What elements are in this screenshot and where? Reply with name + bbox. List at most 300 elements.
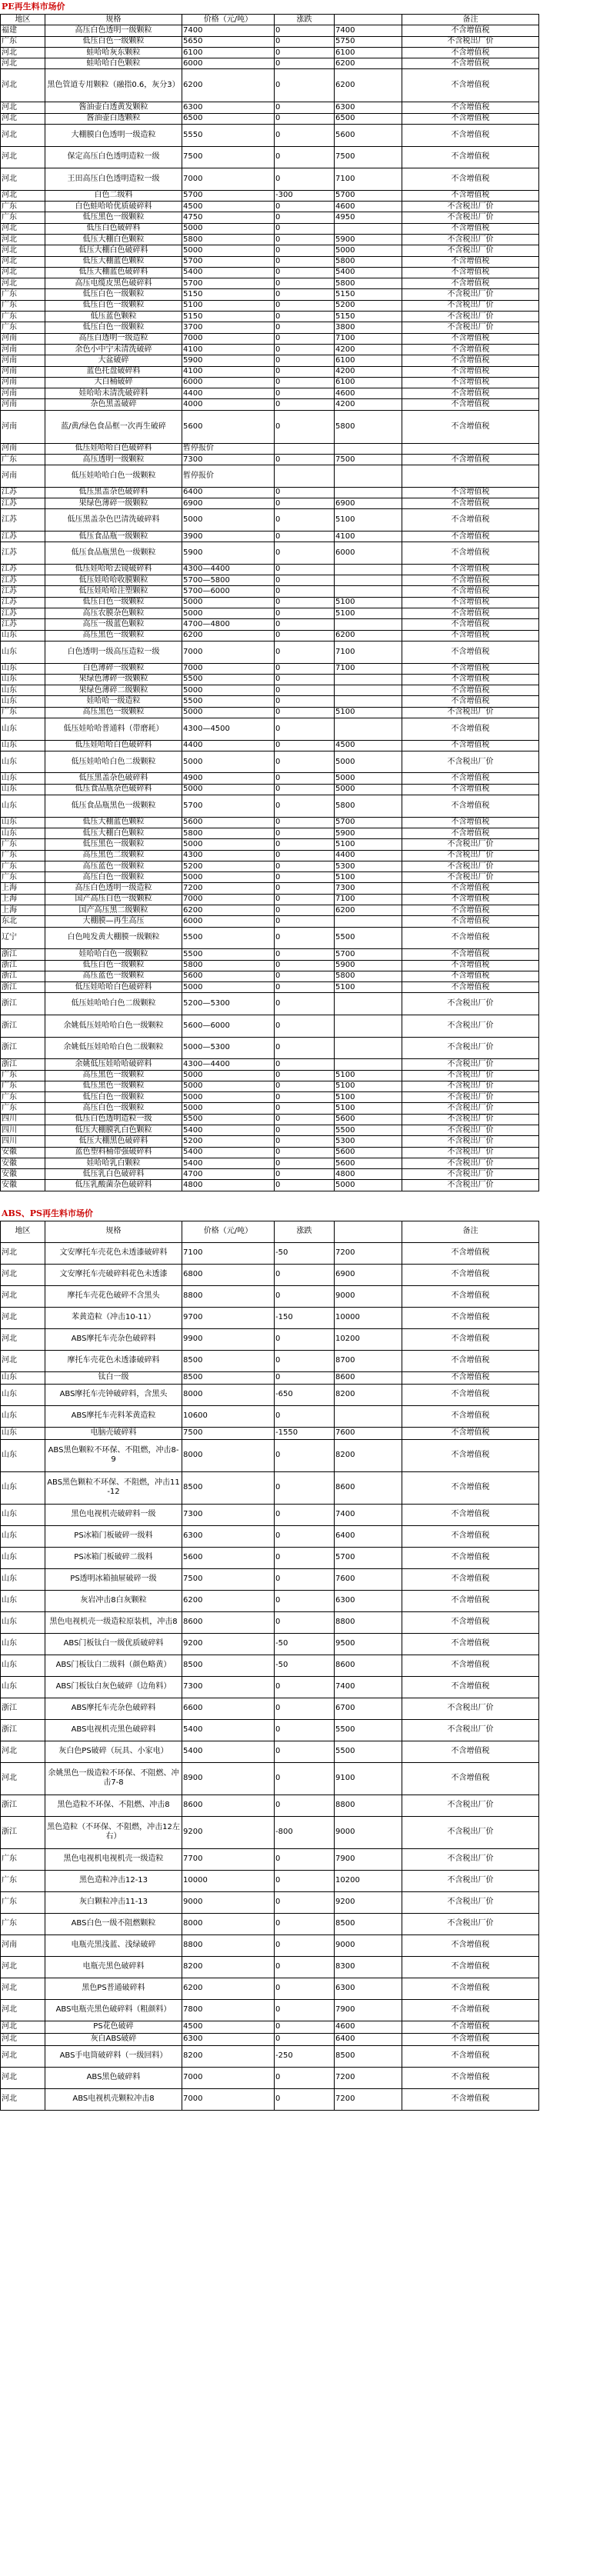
table-row	[1, 58, 539, 69]
prev-price-cell: 5100	[335, 608, 402, 619]
note-cell: 不含税出厂价	[402, 1795, 539, 1816]
region-cell: 河南	[1, 388, 45, 399]
table-row	[1, 47, 539, 58]
price-cell: 7500	[182, 1427, 275, 1439]
price-cell: 6500	[182, 113, 275, 124]
price-cell: 6400	[182, 487, 275, 498]
change-cell: 0	[275, 1136, 335, 1147]
region-cell: 河北	[1, 1307, 45, 1328]
prev-price-cell: 3800	[335, 322, 402, 333]
prev-price-cell: 5900	[335, 960, 402, 971]
spec-cell: 高压黑色二级颗粒	[45, 850, 182, 861]
region-cell: 安徽	[1, 1169, 45, 1180]
prev-price-cell: 8200	[335, 1384, 402, 1405]
prev-price-cell: 5500	[335, 1125, 402, 1135]
price-cell: 5700	[182, 795, 275, 818]
region-cell: 河北	[1, 2088, 45, 2110]
price-cell: 5000	[182, 784, 275, 795]
price-cell: 5400	[182, 1125, 275, 1135]
note-cell: 不含增值税	[402, 674, 539, 685]
change-cell: -150	[275, 1307, 335, 1328]
prev-price-cell: 5800	[335, 971, 402, 981]
table-row	[1, 454, 539, 465]
prev-price-cell: 7400	[335, 1676, 402, 1698]
table-row	[1, 36, 539, 47]
region-cell: 河北	[1, 1978, 45, 1999]
spec-cell: 高压白色一级颗粒	[45, 872, 182, 883]
region-cell: 河北	[1, 1741, 45, 1762]
change-cell: 0	[275, 333, 335, 344]
change-cell: 0	[275, 971, 335, 981]
spec-cell: 灰白颗粒冲击11-13	[45, 1891, 182, 1913]
prev-price-cell: 4800	[335, 1169, 402, 1180]
note-cell: 不含增值税	[402, 1264, 539, 1285]
prev-price-cell: 5200	[335, 300, 402, 311]
prev-price-cell: 5800	[335, 278, 402, 289]
spec-cell: ABS门板钛白一级优质破碎料	[45, 1633, 182, 1655]
note-cell: 不含增值税	[402, 1611, 539, 1633]
note-cell: 不含增值税	[402, 1978, 539, 1999]
price-cell: 暂停报价	[182, 465, 275, 488]
region-cell: 河北	[1, 190, 45, 201]
change-cell: 0	[275, 850, 335, 861]
change-cell: 0	[275, 498, 335, 509]
price-cell: 6800	[182, 1264, 275, 1285]
prev-price-cell: 7600	[335, 1427, 402, 1439]
price-cell: 6200	[182, 1590, 275, 1611]
change-cell: 0	[275, 795, 335, 818]
change-cell	[275, 465, 335, 488]
spec-cell: 低压娃哈哈白色一级颗粒	[45, 465, 182, 488]
prev-price-cell: 9500	[335, 1633, 402, 1655]
price-cell: 8800	[182, 1285, 275, 1307]
prev-price-cell: 4100	[335, 531, 402, 542]
change-cell: 0	[275, 509, 335, 532]
table-row	[1, 993, 539, 1015]
price-cell: 4700	[182, 1169, 275, 1180]
column-header: 规格	[45, 15, 182, 25]
table-row	[1, 498, 539, 509]
prev-price-cell: 5100	[335, 872, 402, 883]
price-cell: 7500	[182, 1568, 275, 1590]
change-cell: 0	[275, 1015, 335, 1038]
spec-cell: 果绿色薄碎一级颗粒	[45, 674, 182, 685]
price-cell: 5000	[182, 608, 275, 619]
price-cell: 6200	[182, 69, 275, 102]
spec-cell: 白色吨发黄大棚膜一级颗粒	[45, 927, 182, 949]
prev-price-cell: 5900	[335, 234, 402, 245]
region-cell: 辽宁	[1, 927, 45, 949]
region-cell: 浙江	[1, 1816, 45, 1848]
table-row	[1, 751, 539, 773]
spec-cell: 摩托车壳花色未透漆破碎料	[45, 1350, 182, 1371]
change-cell: 0	[275, 1762, 335, 1795]
prev-price-cell: 7600	[335, 1568, 402, 1590]
spec-cell: 蓝色托盘破碎料	[45, 366, 182, 377]
spec-cell: 低压食品瓶黑色一级颗粒	[45, 542, 182, 565]
region-cell: 河北	[1, 234, 45, 245]
region-cell: 山东	[1, 1568, 45, 1590]
spec-cell: 低压黑盖杂色破碎料	[45, 773, 182, 784]
spec-cell: PS冰箱门板破碎二级料	[45, 1547, 182, 1568]
change-cell: 0	[275, 1547, 335, 1568]
note-cell: 不含增值税	[402, 1956, 539, 1978]
note-cell: 不含增值税	[402, 1242, 539, 1264]
change-cell: 0	[275, 1471, 335, 1504]
price-cell: 8900	[182, 1762, 275, 1795]
change-cell: 0	[275, 828, 335, 838]
table-row	[1, 2033, 539, 2045]
price-cell: 4300—4400	[182, 1059, 275, 1070]
region-cell: 山东	[1, 696, 45, 707]
price-cell: 5000	[182, 685, 275, 696]
note-cell: 不含增值税	[402, 1525, 539, 1547]
price-cell: 8500	[182, 1371, 275, 1384]
region-cell: 广东	[1, 312, 45, 322]
note-cell: 不含增值税	[402, 630, 539, 641]
table-row	[1, 509, 539, 532]
note-cell: 不含增值税	[402, 1590, 539, 1611]
change-cell: 0	[275, 267, 335, 278]
price-cell: 5000	[182, 872, 275, 883]
spec-cell: 黑色电视机壳一级造粒原装机，冲击8	[45, 1611, 182, 1633]
note-cell: 不含增值税	[402, 1350, 539, 1371]
table-row	[1, 663, 539, 674]
price-cell: 8000	[182, 1439, 275, 1471]
note-cell: 不含增值税	[402, 663, 539, 674]
column-header: 价格（元/吨）	[182, 1221, 275, 1242]
note-cell: 不含增值税	[402, 454, 539, 465]
change-cell: 0	[275, 202, 335, 212]
spec-cell: 蓝/黄/绿色食品框一次再生破碎	[45, 410, 182, 443]
spec-cell: 低压白色一级颗粒	[45, 289, 182, 300]
prev-price-cell	[335, 1015, 402, 1038]
prev-price-cell: 5500	[335, 1741, 402, 1762]
spec-cell: 低压黑色一级颗粒	[45, 839, 182, 850]
prev-price-cell: 8800	[335, 1611, 402, 1633]
region-cell: 上海	[1, 883, 45, 894]
price-cell: 5600	[182, 817, 275, 828]
spec-cell: 低压蓝色颗粒	[45, 312, 182, 322]
spec-cell: 低压黑色一级颗粒	[45, 1081, 182, 1091]
table-row	[1, 1384, 539, 1405]
table-row	[1, 1081, 539, 1091]
price-cell: 5200	[182, 1136, 275, 1147]
note-cell: 不含税出厂价	[402, 1180, 539, 1191]
pe-section-title: PE再生料市场价	[2, 2, 65, 12]
note-cell: 不含增值税	[402, 531, 539, 542]
note-cell: 不含税出厂价	[402, 234, 539, 245]
table-row	[1, 1439, 539, 1471]
price-cell: 5800	[182, 828, 275, 838]
region-cell: 广东	[1, 300, 45, 311]
column-header: 涨跌	[275, 15, 335, 25]
change-cell: 0	[275, 1525, 335, 1547]
change-cell: -50	[275, 1655, 335, 1676]
region-cell: 广东	[1, 202, 45, 212]
prev-price-cell: 5700	[335, 190, 402, 201]
spec-cell: 果绿色薄碎二级颗粒	[45, 685, 182, 696]
table-row	[1, 872, 539, 883]
change-cell: 0	[275, 839, 335, 850]
prev-price-cell: 7400	[335, 1504, 402, 1525]
change-cell: 0	[275, 916, 335, 927]
prev-price-cell: 9100	[335, 1762, 402, 1795]
prev-price-cell: 5100	[335, 1070, 402, 1081]
prev-price-cell: 6700	[335, 1698, 402, 1719]
note-cell: 不含税出厂价	[402, 300, 539, 311]
change-cell: 0	[275, 1568, 335, 1590]
note-cell: 不含税出厂价	[402, 1114, 539, 1125]
note-cell: 不含增值税	[402, 399, 539, 410]
note-cell: 不含增值税	[402, 1307, 539, 1328]
region-cell: 河北	[1, 1350, 45, 1371]
note-cell: 不含增值税	[402, 1633, 539, 1655]
prev-price-cell: 8500	[335, 2045, 402, 2067]
spec-cell: 蛙哈哈灰东颗粒	[45, 47, 182, 58]
region-cell: 广东	[1, 1092, 45, 1103]
table-row	[1, 168, 539, 191]
prev-price-cell	[335, 1037, 402, 1059]
price-cell: 9000	[182, 1891, 275, 1913]
prev-price-cell: 5750	[335, 36, 402, 47]
prev-price-cell: 5600	[335, 1114, 402, 1125]
price-cell: 4100	[182, 366, 275, 377]
region-cell: 山东	[1, 1633, 45, 1655]
region-cell: 河北	[1, 58, 45, 69]
table-row	[1, 575, 539, 586]
note-cell: 不含税出厂价	[402, 312, 539, 322]
note-cell: 不含增值税	[402, 410, 539, 443]
table-row	[1, 1114, 539, 1125]
change-cell: 0	[275, 905, 335, 916]
spec-cell: ABS门板钛白灰色破碎（边角料）	[45, 1676, 182, 1698]
note-cell: 不含增值税	[402, 47, 539, 58]
spec-cell: 低压食品瓶一级颗粒	[45, 531, 182, 542]
price-cell: 8800	[182, 1934, 275, 1956]
price-cell: 6600	[182, 1698, 275, 1719]
prev-price-cell: 4600	[335, 202, 402, 212]
price-cell: 10000	[182, 1870, 275, 1891]
price-cell: 5550	[182, 124, 275, 146]
prev-price-cell: 6100	[335, 47, 402, 58]
prev-price-cell: 5300	[335, 861, 402, 871]
change-cell: 0	[275, 663, 335, 674]
spec-cell: 余姚低压娃哈哈破碎料	[45, 1059, 182, 1070]
table-row	[1, 1999, 539, 2021]
change-cell: 0	[275, 531, 335, 542]
price-cell: 5000	[182, 1092, 275, 1103]
price-cell: 7000	[182, 2088, 275, 2110]
table-row	[1, 355, 539, 366]
change-cell: 0	[275, 25, 335, 36]
table-row	[1, 586, 539, 597]
spec-cell: ABS黑色颗粒不环保、不阻燃，冲击8-9	[45, 1439, 182, 1471]
region-cell: 安徽	[1, 1158, 45, 1168]
column-header: 备注	[402, 15, 539, 25]
price-cell: 4500	[182, 202, 275, 212]
region-cell: 河北	[1, 124, 45, 146]
region-cell: 江苏	[1, 575, 45, 586]
price-cell: 5200—5300	[182, 993, 275, 1015]
note-cell: 不含税出厂价	[402, 289, 539, 300]
price-cell: 6200	[182, 905, 275, 916]
change-cell: -50	[275, 1242, 335, 1264]
change-cell: 0	[275, 1611, 335, 1633]
region-cell: 河北	[1, 1285, 45, 1307]
note-cell: 不含增值税	[402, 1371, 539, 1384]
region-cell: 浙江	[1, 1059, 45, 1070]
note-cell: 不含增值税	[402, 377, 539, 388]
spec-cell: 黑色PS普通破碎料	[45, 1978, 182, 1999]
spec-cell: 低压娃哈哈白色破碎料	[45, 982, 182, 993]
note-cell: 不含税出厂价	[402, 1147, 539, 1158]
table-row	[1, 641, 539, 663]
region-cell: 东北	[1, 916, 45, 927]
price-cell: 5900	[182, 355, 275, 366]
price-cell: 7100	[182, 1242, 275, 1264]
column-header: 价格（元/吨）	[182, 15, 275, 25]
price-cell: 5700—6000	[182, 586, 275, 597]
table-row	[1, 300, 539, 311]
note-cell: 不含增值税	[402, 883, 539, 894]
prev-price-cell: 5800	[335, 410, 402, 443]
spec-cell: ABS黑色破碎料	[45, 2067, 182, 2088]
table-row	[1, 795, 539, 818]
change-cell: 0	[275, 1676, 335, 1698]
change-cell: 0	[275, 773, 335, 784]
region-cell: 广东	[1, 707, 45, 718]
note-cell: 不含税出厂价	[402, 1870, 539, 1891]
spec-cell: 电脑壳破碎料	[45, 1427, 182, 1439]
table-row	[1, 1103, 539, 1114]
spec-cell: ABS摩托车壳料苯黄造粒	[45, 1405, 182, 1427]
table-row	[1, 839, 539, 850]
region-cell: 河北	[1, 256, 45, 267]
region-cell: 广东	[1, 1870, 45, 1891]
spec-cell: 低压大棚蓝色颗粒	[45, 817, 182, 828]
table-row	[1, 1870, 539, 1891]
spec-cell: 高压电缆皮黑色破碎料	[45, 278, 182, 289]
note-cell: 不含增值税	[402, 740, 539, 751]
price-cell: 8200	[182, 2045, 275, 2067]
spec-cell: PS透明冰箱抽屉破碎一级	[45, 1568, 182, 1590]
change-cell: 0	[275, 1125, 335, 1135]
price-cell: 4300—4400	[182, 564, 275, 575]
table-row	[1, 443, 539, 454]
change-cell: 0	[275, 586, 335, 597]
change-cell: 0	[275, 410, 335, 443]
prev-price-cell: 5100	[335, 982, 402, 993]
prev-price-cell: 7100	[335, 333, 402, 344]
change-cell: 0	[275, 872, 335, 883]
change-cell: 0	[275, 883, 335, 894]
table-row	[1, 312, 539, 322]
region-cell: 山东	[1, 1547, 45, 1568]
change-cell: 0	[275, 36, 335, 47]
change-cell: 0	[275, 960, 335, 971]
note-cell: 不含增值税	[402, 1568, 539, 1590]
spec-cell: ABS白色一级不阻燃颗粒	[45, 1913, 182, 1934]
note-cell: 不含增值税	[402, 905, 539, 916]
spec-cell: 低压黑盖杂色巴清洗破碎料	[45, 509, 182, 532]
change-cell: 0	[275, 1059, 335, 1070]
prev-price-cell: 5700	[335, 949, 402, 960]
prev-price-cell: 6500	[335, 113, 402, 124]
prev-price-cell: 5100	[335, 1081, 402, 1091]
region-cell: 山东	[1, 1439, 45, 1471]
change-cell: 0	[275, 707, 335, 718]
region-cell: 山东	[1, 641, 45, 663]
spec-cell: 低压娃哈哈白色二级颗粒	[45, 751, 182, 773]
note-cell: 不含税出厂价	[402, 1125, 539, 1135]
region-cell: 山东	[1, 718, 45, 741]
region-cell: 广东	[1, 454, 45, 465]
change-cell: 0	[275, 740, 335, 751]
column-header: 规格	[45, 1221, 182, 1242]
note-cell: 不含增值税	[402, 2045, 539, 2067]
spec-cell: 低压白色一级颗粒	[45, 597, 182, 608]
table-row	[1, 1285, 539, 1307]
prev-price-cell	[335, 696, 402, 707]
table-row	[1, 1264, 539, 1285]
note-cell: 不含增值税	[402, 1427, 539, 1439]
spec-cell: 摩托车壳花色破碎不含黑头	[45, 1285, 182, 1307]
change-cell: 0	[275, 817, 335, 828]
note-cell: 不含税出厂价	[402, 707, 539, 718]
region-cell: 浙江	[1, 1015, 45, 1038]
table-row	[1, 1405, 539, 1427]
prev-price-cell: 7900	[335, 1848, 402, 1870]
note-cell: 不含增值税	[402, 982, 539, 993]
table-row	[1, 630, 539, 641]
price-cell: 5600—6000	[182, 1015, 275, 1038]
price-cell: 5000	[182, 509, 275, 532]
price-cell: 5200	[182, 861, 275, 871]
table-row	[1, 212, 539, 223]
spec-cell: 高压蓝色一级颗粒	[45, 971, 182, 981]
change-cell: 0	[275, 322, 335, 333]
price-cell: 8000	[182, 1913, 275, 1934]
table-row	[1, 190, 539, 201]
region-cell: 山东	[1, 1371, 45, 1384]
prev-price-cell: 5500	[335, 927, 402, 949]
change-cell: 0	[275, 223, 335, 234]
note-cell: 不含增值税	[402, 69, 539, 102]
region-cell: 河北	[1, 102, 45, 113]
spec-cell: 黑色造粒冲击12-13	[45, 1870, 182, 1891]
spec-cell: 高压透明一级颗粒	[45, 454, 182, 465]
price-cell: 5700	[182, 256, 275, 267]
prev-price-cell: 5000	[335, 784, 402, 795]
table-row	[1, 1180, 539, 1191]
table-header-row	[1, 1221, 539, 1242]
table-row	[1, 1471, 539, 1504]
price-cell: 暂停报价	[182, 443, 275, 454]
note-cell: 不含增值税	[402, 542, 539, 565]
spec-cell: 国产高压白色一级颗粒	[45, 894, 182, 905]
spec-cell: ABS摩托车壳杂色破碎料	[45, 1328, 182, 1350]
spec-cell: 低压娃哈哈注塑颗粒	[45, 586, 182, 597]
change-cell: 0	[275, 1719, 335, 1741]
region-cell: 河北	[1, 113, 45, 124]
region-cell: 山东	[1, 1655, 45, 1676]
note-cell: 不含增值税	[402, 641, 539, 663]
prev-price-cell	[335, 619, 402, 630]
price-cell: 6300	[182, 102, 275, 113]
change-cell: 0	[275, 1070, 335, 1081]
note-cell: 不含增值税	[402, 1762, 539, 1795]
